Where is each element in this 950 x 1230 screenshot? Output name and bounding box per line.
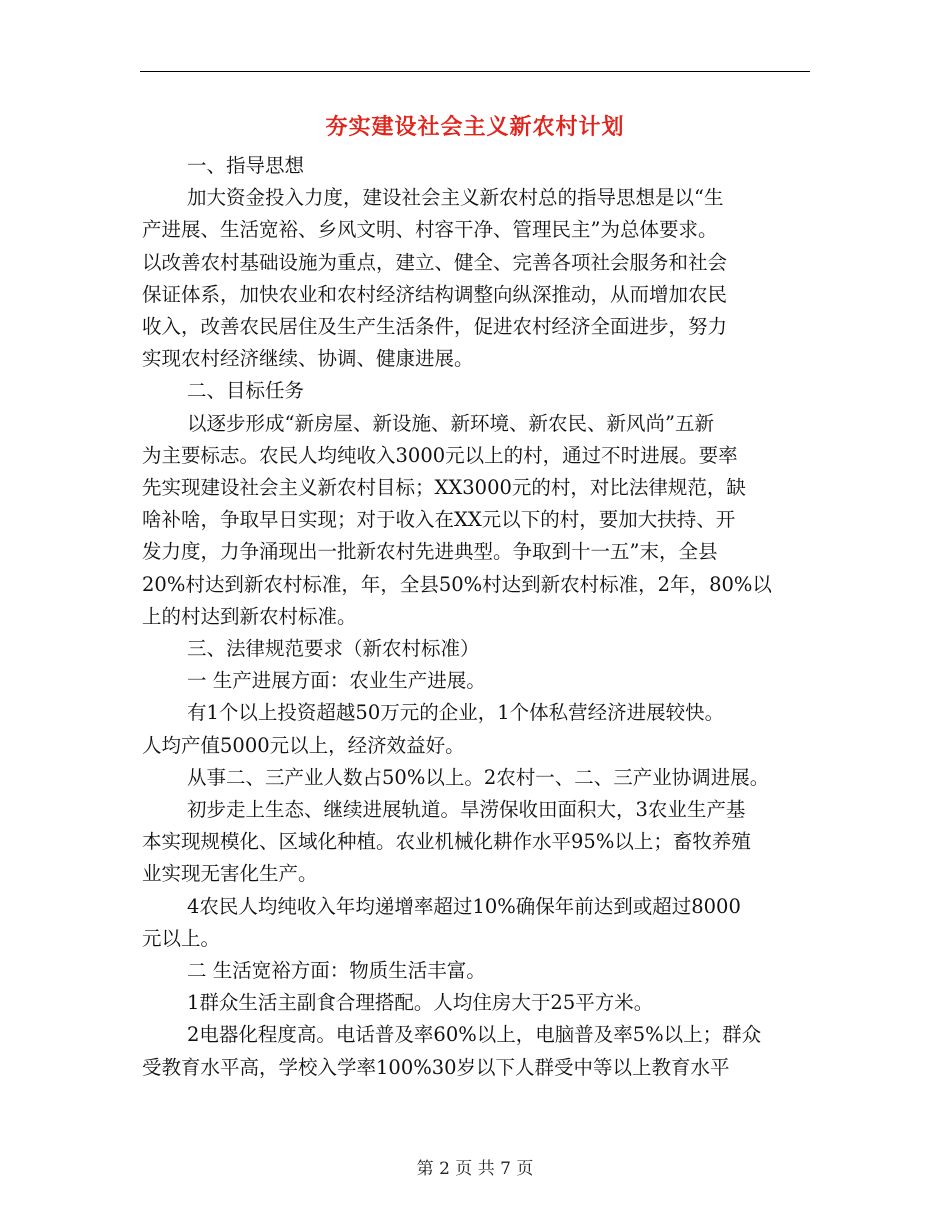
body-line: 加大资金投入力度，建设社会主义新农村总的指导思想是以“生: [187, 186, 724, 210]
body-line: 业实现无害化生产。: [142, 862, 318, 886]
header-rule: [140, 71, 810, 72]
body-line: 本实现规模化、区域化种植。农业机械化耕作水平95%以上；畜牧养殖: [142, 830, 751, 854]
body-line: 实现农村经济继续、协调、健康进展。: [142, 347, 474, 371]
body-line: 20%村达到新农村标准，年，全县50%村达到新农村标准，2年，80%以: [142, 572, 772, 596]
body-line: 有1个以上投资超越50万元的企业，1个体私营经济进展较快。: [187, 701, 725, 725]
body-line: 4农民人均纯收入年均递增率超过10%确保年前达到或超过8000: [187, 894, 741, 918]
body-line: 先实现建设社会主义新农村目标；XX3000元的村，对比法律规范，缺: [142, 476, 746, 500]
page-number: 第 2 页 共 7 页: [416, 1159, 534, 1179]
body-line: 发力度，力争涌现出一批新农村先进典型。争取到十一五”末，全县: [142, 540, 718, 564]
body-line: 以逐步形成“新房屋、新设施、新环境、新农民、新风尚”五新: [187, 411, 714, 435]
body-line: 2电器化程度高。电话普及率60%以上，电脑普及率5%以上；群众: [187, 1023, 762, 1047]
body-line: 以改善农村基础设施为重点，建立、健全、完善各项社会服务和社会: [142, 250, 728, 274]
body-line: 初步走上生态、继续进展轨道。旱涝保收田面积大，3农业生产基: [187, 798, 746, 822]
body-line: 元以上。: [142, 926, 221, 950]
document-title: 夯实建设社会主义新农村计划: [325, 114, 625, 140]
body-line: 上的村达到新农村标准。: [142, 604, 357, 628]
body-line: 一、指导思想: [187, 154, 305, 177]
body-line: 人均产值5000元以上，经济效益好。: [142, 733, 465, 757]
body-line: 二 生活宽裕方面：物质生活丰富。: [187, 959, 486, 983]
document-body: [142, 150, 810, 1084]
body-line: 受教育水平高，学校入学率100%30岁以下人群受中等以上教育水平: [142, 1055, 730, 1079]
body-line: 收入，改善农民居住及生产生活条件，促进农村经济全面进步，努力: [142, 315, 728, 339]
body-line: 1群众生活主副食合理搭配。人均住房大于25平方米。: [187, 991, 654, 1015]
body-line: 一 生产进展方面：农业生产进展。: [187, 669, 486, 693]
body-line: 产进展、生活宽裕、乡风文明、村容干净、管理民主”为总体要求。: [142, 218, 718, 242]
body-line: 保证体系，加快农业和农村经济结构调整向纵深推动，从而增加农民: [142, 282, 728, 306]
body-line: 为主要标志。农民人均纯收入3000元以上的村，通过不时进展。要率: [142, 443, 738, 467]
body-line: 从事二、三产业人数占50%以上。2农村一、二、三产业协调进展。: [187, 765, 770, 789]
body-line: 二、目标任务: [187, 379, 305, 403]
body-line: 啥补啥，争取早日实现；对于收入在XX元以下的村，要加大扶持、开: [142, 508, 736, 532]
body-line: 三、法律规范要求（新农村标准）: [187, 637, 480, 661]
